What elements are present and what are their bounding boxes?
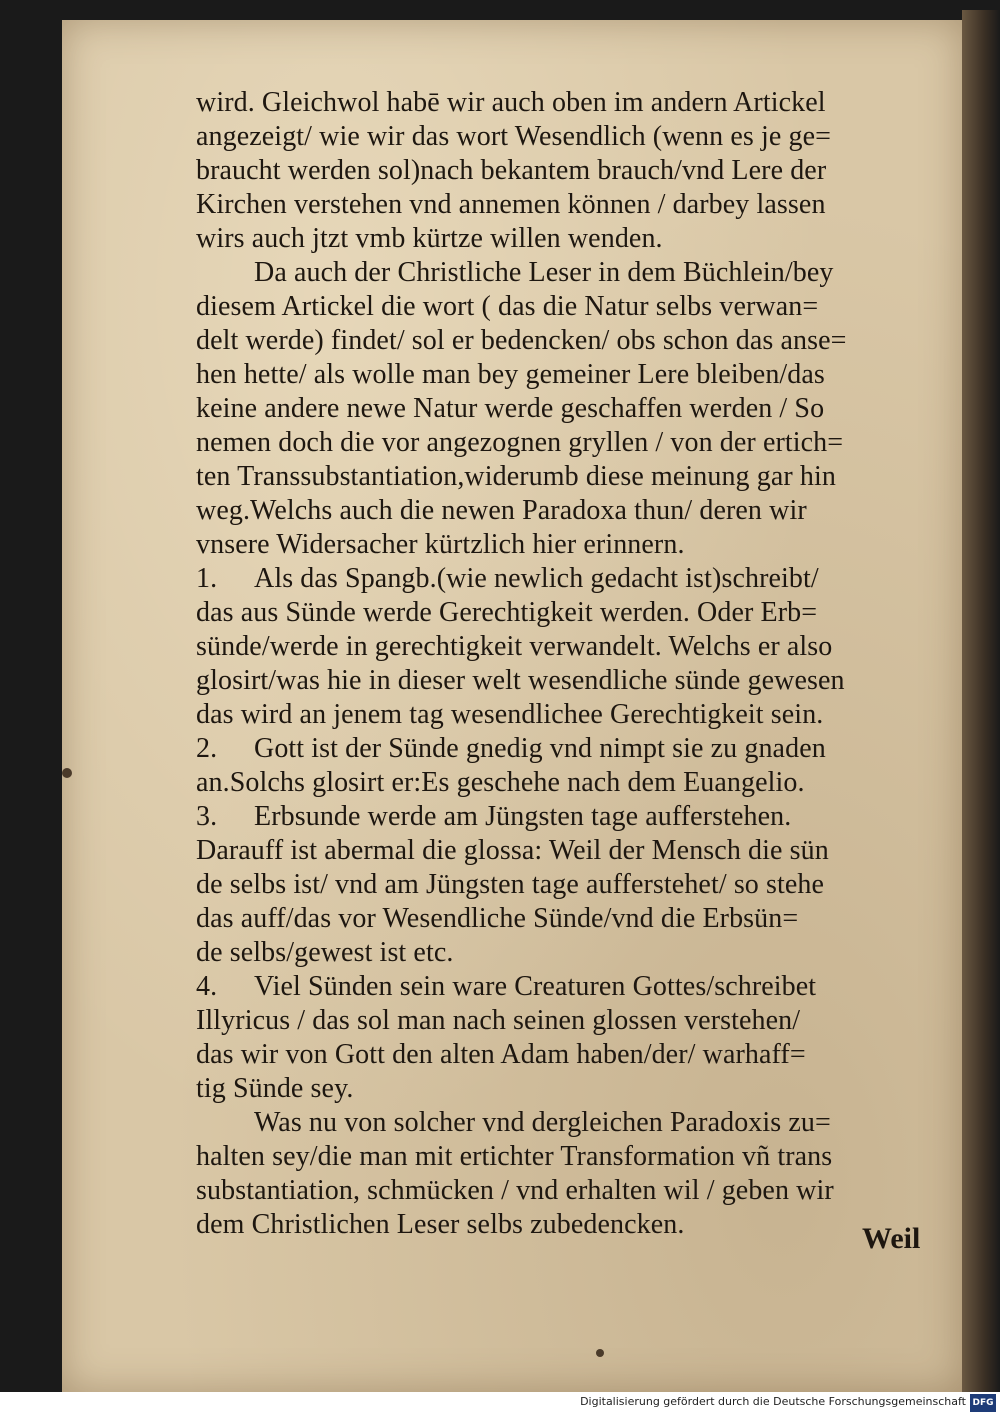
text-line: Viel Sünden sein ware Creaturen Gottes/schreibet	[254, 971, 817, 1002]
page-text	[196, 86, 946, 1242]
dfg-logo-icon[interactable]: DFG	[970, 1394, 996, 1412]
text-line: glosirt/was hie in dieser welt wesendliche sünde gewesen	[196, 665, 845, 696]
text-line: de selbs ist/ vnd am Jüngsten tage aufferstehet/ so stehe	[196, 869, 825, 900]
text-line: Was nu von solcher vnd dergleichen Paradoxis zu=	[254, 1107, 831, 1138]
text-line: Kirchen verstehen vnd annemen können / darbey lassen	[196, 189, 826, 220]
text-line: braucht werden sol)nach bekantem brauch/vnd Lere der	[196, 155, 827, 186]
text-line: an.Solchs glosirt er:Es geschehe nach dem Euangelio.	[196, 767, 805, 798]
text-line: das wird an jenem tag wesendlichee Gerechtigkeit sein.	[196, 699, 824, 730]
item-number: 2.	[196, 733, 218, 764]
catchword: Weil	[862, 1222, 921, 1255]
page-edge	[962, 10, 1000, 1392]
text-line: angezeigt/ wie wir das wort Wesendlich (wenn es je ge=	[196, 121, 831, 152]
ink-spot	[596, 1349, 604, 1357]
text-line: de selbs/gewest ist etc.	[196, 937, 454, 968]
text-line: vnsere Widersacher kürtzlich hier erinnern.	[196, 529, 685, 560]
item-number: 3.	[196, 801, 218, 832]
text-line: wird. Gleichwol habē wir auch oben im andern Artickel	[196, 87, 826, 118]
numbered-item	[196, 562, 946, 596]
text-line: das auff/das vor Wesendliche Sünde/vnd die Erbsün=	[196, 903, 799, 934]
text-line: Darauff ist abermal die glossa: Weil der Mensch die sün	[196, 835, 829, 866]
text-line: nemen doch die vor angezognen gryllen / von der ertich=	[196, 427, 844, 458]
text-line: diesem Artickel die wort ( das die Natur selbs verwan=	[196, 291, 819, 322]
numbered-item	[196, 970, 946, 1004]
text-line: Als das Spangb.(wie newlich gedacht ist)schreibt/	[254, 563, 819, 594]
text-line: das wir von Gott den alten Adam haben/der/ warhaff=	[196, 1039, 806, 1070]
numbered-item	[196, 800, 946, 834]
item-number: 1.	[196, 563, 218, 594]
text-line: wirs auch jtzt vmb kürtze willen wenden.	[196, 223, 663, 254]
numbered-item	[196, 732, 946, 766]
text-line: Erbsunde werde am Jüngsten tage aufferstehen.	[254, 801, 792, 832]
text-line: tig Sünde sey.	[196, 1073, 354, 1104]
footer-bar	[0, 1392, 1000, 1415]
text-line: weg.Welchs auch die newen Paradoxa thun/ deren wir	[196, 495, 807, 526]
text-line: delt werde) findet/ sol er bedencken/ obs schon das anse=	[196, 325, 847, 356]
text-line: hen hette/ als wolle man bey gemeiner Lere bleiben/das	[196, 359, 825, 390]
text-line: Da auch der Christliche Leser in dem Büchlein/bey	[254, 257, 834, 288]
item-number: 4.	[196, 971, 218, 1002]
text-line: das aus Sünde werde Gerechtigkeit werden. Oder Erb=	[196, 597, 818, 628]
text-line: halten sey/die man mit ertichter Transformation vñ trans	[196, 1141, 833, 1172]
text-line: substantiation, schmücken / vnd erhalten wil / geben wir	[196, 1175, 834, 1206]
text-line: dem Christlichen Leser selbs zubedencken.	[196, 1209, 685, 1240]
text-line: Illyricus / das sol man nach seinen glossen verstehen/	[196, 1005, 801, 1036]
text-line: keine andere newe Natur werde geschaffen werden / So	[196, 393, 825, 424]
funding-notice[interactable]: Digitalisierung gefördert durch die Deutsche Forschungsgemeinschaft	[580, 1395, 966, 1408]
text-line: Gott ist der Sünde gnedig vnd nimpt sie zu gnaden	[254, 733, 826, 764]
ink-spot	[62, 768, 72, 778]
text-line: ten Transsubstantiation,widerumb diese meinung gar hin	[196, 461, 836, 492]
text-line: sünde/werde in gerechtigkeit verwandelt. Welchs er also	[196, 631, 833, 662]
